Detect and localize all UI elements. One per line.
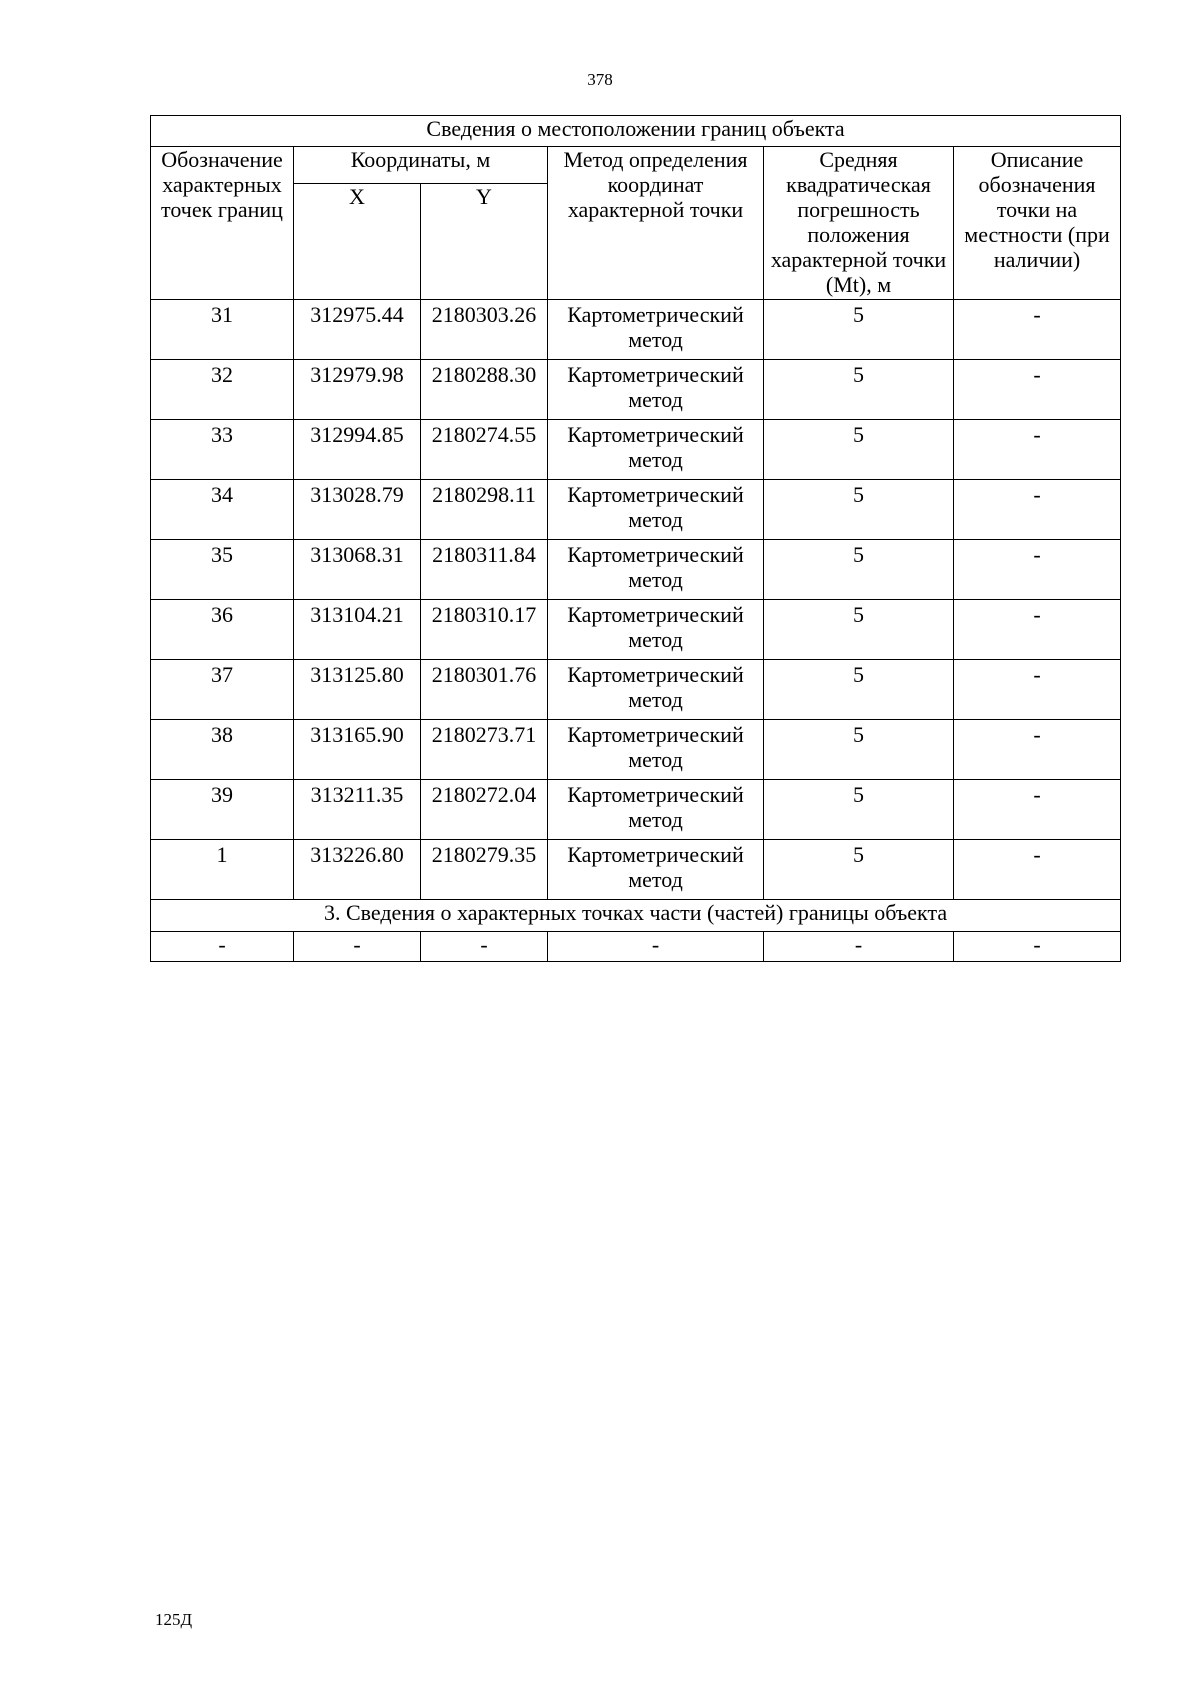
cell-description: - <box>954 420 1121 480</box>
cell-method: Картометрический метод <box>548 300 764 360</box>
table-title: Сведения о местоположении границ объекта <box>151 116 1121 147</box>
cell-x: 312975.44 <box>294 300 421 360</box>
cell-method: Картометрический метод <box>548 840 764 900</box>
header-y: Y <box>421 184 548 300</box>
cell-x: 312979.98 <box>294 360 421 420</box>
table-row <box>151 600 1121 660</box>
section3-title: 3. Сведения о характерных точках части (частей) границы объекта <box>151 900 1121 932</box>
cell-y: 2180310.17 <box>421 600 548 660</box>
cell-y: 2180298.11 <box>421 480 548 540</box>
cell-point: 36 <box>151 600 294 660</box>
cell-y: 2180272.04 <box>421 780 548 840</box>
cell-y: 2180274.55 <box>421 420 548 480</box>
table-row <box>151 420 1121 480</box>
cell-description: - <box>954 480 1121 540</box>
cell-description: - <box>954 720 1121 780</box>
cell-point: 39 <box>151 780 294 840</box>
cell-y: 2180279.35 <box>421 840 548 900</box>
cell-error: 5 <box>764 420 954 480</box>
cell-point: 34 <box>151 480 294 540</box>
cell-y: 2180273.71 <box>421 720 548 780</box>
cell-method: Картометрический метод <box>548 660 764 720</box>
cell-description: - <box>954 780 1121 840</box>
header-row <box>151 147 1121 184</box>
boundary-table <box>150 115 1121 962</box>
table-row <box>151 480 1121 540</box>
header-error: Средняя квадратическая погрешность положения характерной точки (Mt), м <box>764 147 954 300</box>
cell-x: 313125.80 <box>294 660 421 720</box>
cell-point: 37 <box>151 660 294 720</box>
cell-x: 313028.79 <box>294 480 421 540</box>
cell-method: Картометрический метод <box>548 420 764 480</box>
cell-point: 38 <box>151 720 294 780</box>
section3-row <box>151 932 1121 962</box>
cell-method: Картометрический метод <box>548 780 764 840</box>
cell-point: 1 <box>151 840 294 900</box>
cell-method: Картометрический метод <box>548 540 764 600</box>
cell-error: 5 <box>764 840 954 900</box>
cell-point: 31 <box>151 300 294 360</box>
cell-y: 2180301.76 <box>421 660 548 720</box>
page-number: 378 <box>587 70 613 89</box>
cell-x: 313165.90 <box>294 720 421 780</box>
table-row <box>151 780 1121 840</box>
cell-error: 5 <box>764 720 954 780</box>
section3-cell: - <box>764 932 954 962</box>
cell-description: - <box>954 300 1121 360</box>
cell-method: Картометрический метод <box>548 600 764 660</box>
cell-description: - <box>954 840 1121 900</box>
header-x: X <box>294 184 421 300</box>
cell-y: 2180311.84 <box>421 540 548 600</box>
cell-error: 5 <box>764 660 954 720</box>
cell-point: 33 <box>151 420 294 480</box>
cell-error: 5 <box>764 780 954 840</box>
header-coords: Координаты, м <box>294 147 548 184</box>
cell-y: 2180303.26 <box>421 300 548 360</box>
cell-error: 5 <box>764 480 954 540</box>
section3-cell: - <box>954 932 1121 962</box>
cell-description: - <box>954 360 1121 420</box>
cell-error: 5 <box>764 300 954 360</box>
section3-cell: - <box>548 932 764 962</box>
document-code: 125Д <box>155 1610 193 1629</box>
header-description: Описание обозначения точки на местности (при наличии) <box>954 147 1121 300</box>
cell-x: 313104.21 <box>294 600 421 660</box>
table-row <box>151 300 1121 360</box>
section3-cell: - <box>294 932 421 962</box>
cell-description: - <box>954 600 1121 660</box>
cell-method: Картометрический метод <box>548 480 764 540</box>
cell-error: 5 <box>764 540 954 600</box>
table-title-row <box>151 116 1121 147</box>
section3-title-row <box>151 900 1121 932</box>
table-row <box>151 540 1121 600</box>
table-row <box>151 660 1121 720</box>
section3-cell: - <box>421 932 548 962</box>
cell-y: 2180288.30 <box>421 360 548 420</box>
table-row <box>151 840 1121 900</box>
cell-method: Картометрический метод <box>548 360 764 420</box>
cell-description: - <box>954 540 1121 600</box>
cell-error: 5 <box>764 600 954 660</box>
table-row <box>151 720 1121 780</box>
cell-error: 5 <box>764 360 954 420</box>
cell-method: Картометрический метод <box>548 720 764 780</box>
table-row <box>151 360 1121 420</box>
cell-x: 312994.85 <box>294 420 421 480</box>
cell-x: 313068.31 <box>294 540 421 600</box>
cell-point: 32 <box>151 360 294 420</box>
header-point: Обозначение характерных точек границ <box>151 147 294 300</box>
cell-x: 313211.35 <box>294 780 421 840</box>
cell-x: 313226.80 <box>294 840 421 900</box>
cell-description: - <box>954 660 1121 720</box>
section3-cell: - <box>151 932 294 962</box>
header-method: Метод определения координат характерной точки <box>548 147 764 300</box>
cell-point: 35 <box>151 540 294 600</box>
